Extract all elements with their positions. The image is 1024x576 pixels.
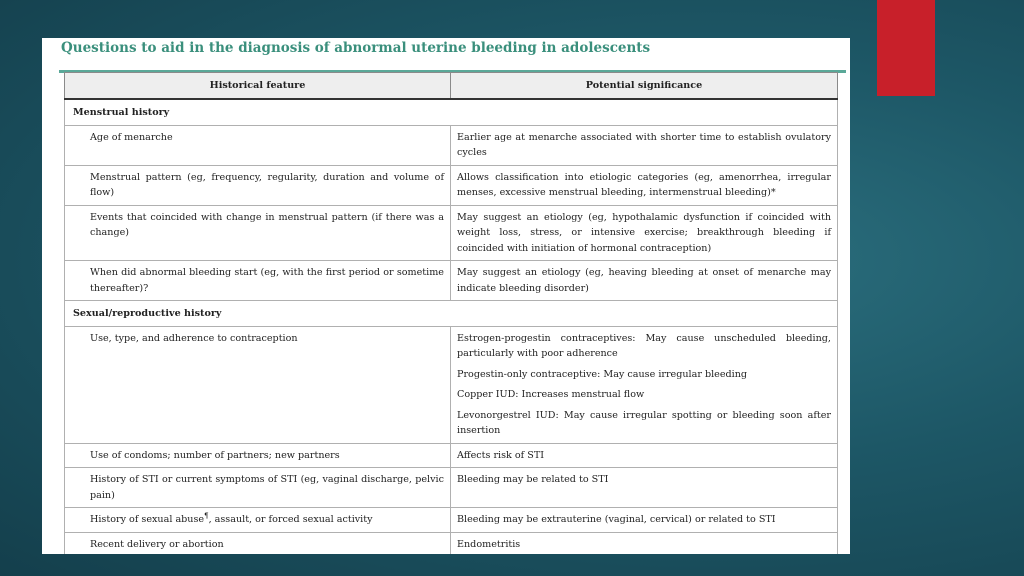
- footnote-mark: ¶: [204, 511, 209, 520]
- significance-text: Bleeding may be related to STI: [457, 474, 609, 485]
- feature-cell: Menstrual pattern (eg, frequency, regularity, duration and volume of flow): [65, 165, 451, 205]
- table-row: [65, 468, 838, 508]
- significance-text: May suggest an etiology (eg, heaving bleeding at onset of menarche may indicate bleeding disorder): [457, 267, 831, 294]
- significance-text: Copper IUD: Increases menstrual flow: [457, 389, 645, 400]
- significance-cell: [451, 443, 838, 468]
- feature-cell: Use, type, and adherence to contraception: [65, 326, 451, 443]
- feature-cell: Age of menarche: [65, 125, 451, 165]
- significance-text: Progestin-only contraceptive: May cause irregular bleeding: [457, 368, 748, 380]
- table-row: [65, 205, 838, 261]
- significance-text: Levonorgestrel IUD: May cause irregular spotting or bleeding soon after insertion: [457, 409, 831, 436]
- diagnosis-table: [64, 72, 838, 554]
- feature-cell: Use of condoms; number of partners; new partners: [65, 443, 451, 468]
- significance-cell: [451, 468, 838, 508]
- table-row: [65, 508, 838, 533]
- significance-text: Endometritis: [457, 538, 521, 550]
- table-row: [65, 326, 838, 443]
- significance-text: Earlier age at menarche associated with shorter time to establish ovulatory cycles: [457, 131, 831, 158]
- significance-text: Affects risk of STI: [457, 449, 545, 461]
- table-row: [65, 125, 838, 165]
- table-row: [65, 532, 838, 554]
- table-row: [65, 165, 838, 205]
- section-row-menstrual-history: [65, 99, 838, 125]
- feature-cell: Recent delivery or abortion: [65, 532, 451, 554]
- feature-cell: [65, 508, 451, 533]
- table-row: [65, 443, 838, 468]
- significance-text: Bleeding may be extrauterine (vaginal, cervical) or related to STI: [457, 514, 776, 525]
- table-row: [65, 261, 838, 301]
- table-title: Questions to aid in the diagnosis of abnormal uterine bleeding in adolescents: [61, 40, 651, 56]
- section-heading: Menstrual history: [65, 99, 838, 125]
- significance-cell: [451, 508, 838, 533]
- section-heading: Sexual/reproductive history: [65, 301, 838, 327]
- feature-text: History of sexual abuse: [90, 514, 205, 525]
- red-accent-tab: [877, 0, 935, 96]
- significance-cell: [451, 205, 838, 261]
- feature-cell: History of STI or current symptoms of STI (eg, vaginal discharge, pelvic pain): [65, 468, 451, 508]
- header-historical-feature: Historical feature: [65, 73, 451, 100]
- significance-cell: [451, 125, 838, 165]
- feature-cell: When did abnormal bleeding start (eg, with the first period or sometime thereafter)?: [65, 261, 451, 301]
- significance-text: Estrogen-progestin contraceptives: May cause unscheduled bleeding, particularly with poor adherence: [457, 332, 831, 359]
- feature-cell: Events that coincided with change in menstrual pattern (if there was a change): [65, 205, 451, 261]
- significance-cell: [451, 261, 838, 301]
- significance-cell: [451, 532, 838, 554]
- table-header-row: [65, 73, 838, 100]
- section-row-sexual-reproductive-history: [65, 301, 838, 327]
- significance-cell: [451, 326, 838, 443]
- header-potential-significance: Potential significance: [451, 73, 838, 100]
- table-image-panel: [42, 38, 850, 554]
- significance-text: May suggest an etiology (eg, hypothalamic dysfunction if coincided with weight loss, stress, or intensive exercise; breakthrough bleeding if coincided with initiation of hormonal contraception): [457, 211, 831, 254]
- significance-cell: [451, 165, 838, 205]
- feature-text: , assault, or forced sexual activity: [208, 514, 373, 525]
- significance-text: Allows classification into etiologic categories (eg, amenorrhea, irregular menses, excessive menstrual bleeding, intermenstrual bleeding)*: [457, 171, 831, 198]
